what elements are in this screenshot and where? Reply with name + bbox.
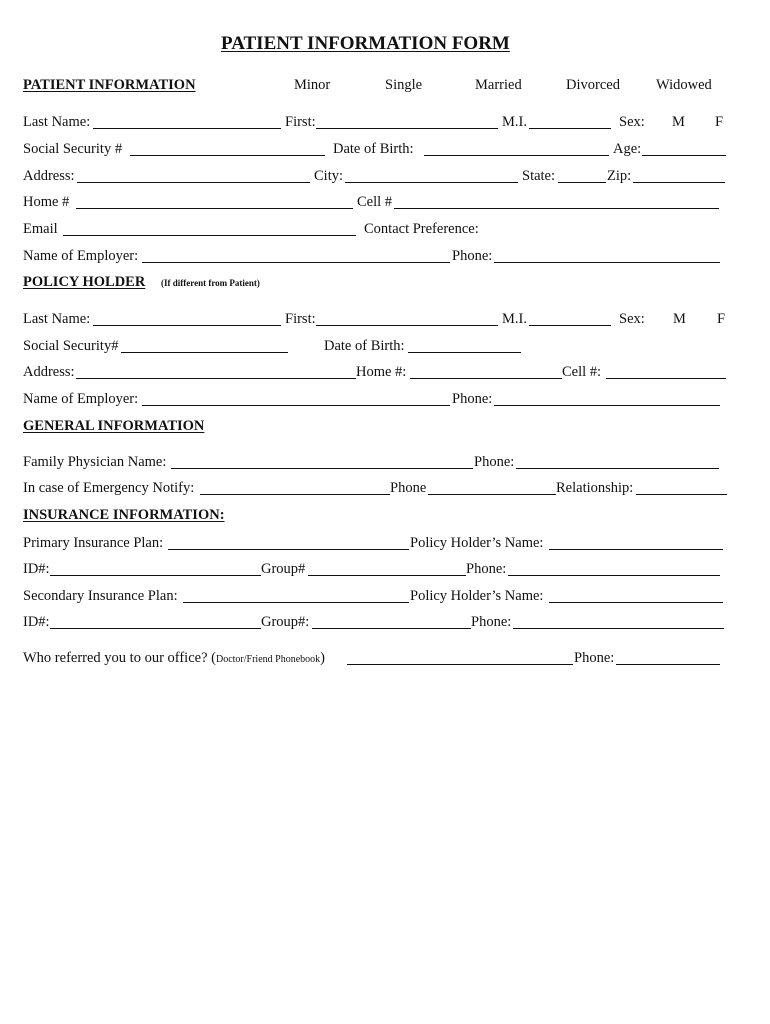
field-zip[interactable] bbox=[633, 182, 725, 183]
label-emergency-phone: Phone bbox=[390, 480, 427, 496]
field-secondary-group[interactable] bbox=[312, 628, 471, 629]
label-primary-holder-name: Policy Holder’s Name: bbox=[410, 535, 544, 551]
label-policy-employer-phone: Phone: bbox=[452, 391, 493, 407]
label-secondary-phone: Phone: bbox=[471, 614, 512, 630]
label-dob: Date of Birth: bbox=[333, 141, 414, 157]
label-policy-cell-phone: Cell #: bbox=[562, 364, 602, 380]
label-employer-phone: Phone: bbox=[452, 248, 493, 264]
label-employer: Name of Employer: bbox=[23, 248, 139, 264]
field-policy-address[interactable] bbox=[76, 378, 356, 379]
label-secondary-id: ID#: bbox=[23, 614, 50, 630]
label-policy-sex: Sex: bbox=[619, 311, 645, 327]
sex-option-f[interactable]: F bbox=[715, 114, 724, 130]
field-employer[interactable] bbox=[142, 262, 450, 263]
status-option-minor[interactable]: Minor bbox=[294, 77, 331, 93]
label-primary-phone: Phone: bbox=[466, 561, 507, 577]
field-address[interactable] bbox=[77, 182, 310, 183]
label-home-phone: Home # bbox=[23, 194, 70, 210]
label-city: City: bbox=[314, 168, 344, 184]
field-primary-group[interactable] bbox=[308, 575, 466, 576]
field-family-physician[interactable] bbox=[171, 468, 473, 469]
policy-sex-option-m[interactable]: M bbox=[673, 311, 686, 327]
label-primary-insurance: Primary Insurance Plan: bbox=[23, 535, 164, 551]
label-last-name: Last Name: bbox=[23, 114, 91, 130]
label-policy-address: Address: bbox=[23, 364, 75, 380]
field-age[interactable] bbox=[642, 155, 726, 156]
field-policy-first-name[interactable] bbox=[316, 325, 498, 326]
status-option-widowed[interactable]: Widowed bbox=[656, 77, 712, 93]
label-relationship: Relationship: bbox=[556, 480, 634, 496]
referral-close-paren: ) bbox=[320, 650, 325, 666]
field-home-phone[interactable] bbox=[76, 208, 353, 209]
label-first-name: First: bbox=[285, 114, 316, 130]
field-city[interactable] bbox=[345, 182, 518, 183]
status-option-divorced[interactable]: Divorced bbox=[566, 77, 620, 93]
field-policy-home-phone[interactable] bbox=[410, 378, 562, 379]
label-family-physician: Family Physician Name: bbox=[23, 454, 167, 470]
section-heading-general: GENERAL INFORMATION bbox=[23, 418, 205, 434]
referral-options: Doctor/Friend Phonebook bbox=[215, 654, 321, 665]
field-policy-employer[interactable] bbox=[142, 405, 450, 406]
label-cell-phone: Cell # bbox=[357, 194, 393, 210]
status-option-single[interactable]: Single bbox=[385, 77, 423, 93]
field-secondary-insurance[interactable] bbox=[183, 602, 409, 603]
field-email[interactable] bbox=[63, 235, 356, 236]
sex-option-m[interactable]: M bbox=[672, 114, 685, 130]
label-secondary-insurance: Secondary Insurance Plan: bbox=[23, 588, 178, 604]
label-email: Email bbox=[23, 221, 58, 237]
label-address: Address: bbox=[23, 168, 75, 184]
section-heading-policy-holder: POLICY HOLDER bbox=[23, 274, 146, 290]
label-physician-phone: Phone: bbox=[474, 454, 515, 470]
field-referral[interactable] bbox=[347, 664, 573, 665]
label-policy-home-phone: Home #: bbox=[356, 364, 407, 380]
label-secondary-group: Group#: bbox=[261, 614, 310, 630]
field-mi[interactable] bbox=[529, 128, 611, 129]
label-policy-last-name: Last Name: bbox=[23, 311, 91, 327]
field-relationship[interactable] bbox=[636, 494, 727, 495]
label-ssn: Social Security # bbox=[23, 141, 123, 157]
referral-question bbox=[23, 651, 325, 666]
label-state: State: bbox=[522, 168, 556, 184]
field-last-name[interactable] bbox=[93, 128, 281, 129]
field-policy-mi[interactable] bbox=[529, 325, 611, 326]
label-policy-dob: Date of Birth: bbox=[324, 338, 405, 354]
section-heading-insurance: INSURANCE INFORMATION: bbox=[23, 507, 225, 523]
page-title: PATIENT INFORMATION FORM bbox=[221, 33, 510, 54]
field-first-name[interactable] bbox=[316, 128, 498, 129]
field-physician-phone[interactable] bbox=[516, 468, 719, 469]
field-primary-phone[interactable] bbox=[508, 575, 720, 576]
label-policy-first-name: First: bbox=[285, 311, 316, 327]
field-emergency-phone[interactable] bbox=[428, 494, 556, 495]
field-primary-insurance[interactable] bbox=[168, 549, 409, 550]
label-policy-employer: Name of Employer: bbox=[23, 391, 139, 407]
label-mi: M.I. bbox=[502, 114, 527, 130]
field-dob[interactable] bbox=[424, 155, 609, 156]
policy-sex-option-f[interactable]: F bbox=[717, 311, 726, 327]
label-zip: Zip: bbox=[607, 168, 632, 184]
field-policy-employer-phone[interactable] bbox=[494, 405, 720, 406]
label-referral-phone: Phone: bbox=[574, 650, 615, 666]
policy-holder-note: (If different from Patient) bbox=[161, 278, 260, 288]
label-contact-preference: Contact Preference: bbox=[364, 221, 479, 237]
field-policy-last-name[interactable] bbox=[93, 325, 281, 326]
field-policy-dob[interactable] bbox=[408, 352, 521, 353]
field-cell-phone[interactable] bbox=[394, 208, 719, 209]
referral-question-text: Who referred you to our office? ( bbox=[23, 650, 216, 666]
field-primary-holder-name[interactable] bbox=[549, 549, 723, 550]
field-secondary-phone[interactable] bbox=[513, 628, 724, 629]
field-ssn[interactable] bbox=[130, 155, 325, 156]
label-primary-group: Group# bbox=[261, 561, 306, 577]
field-secondary-id[interactable] bbox=[50, 628, 261, 629]
label-policy-mi: M.I. bbox=[502, 311, 527, 327]
field-emergency-contact[interactable] bbox=[200, 494, 390, 495]
field-state[interactable] bbox=[558, 182, 606, 183]
field-secondary-holder-name[interactable] bbox=[549, 602, 723, 603]
field-employer-phone[interactable] bbox=[494, 262, 720, 263]
field-policy-cell-phone[interactable] bbox=[606, 378, 726, 379]
field-policy-ssn[interactable] bbox=[121, 352, 288, 353]
field-referral-phone[interactable] bbox=[616, 664, 720, 665]
label-secondary-holder-name: Policy Holder’s Name: bbox=[410, 588, 544, 604]
label-age: Age: bbox=[613, 141, 642, 157]
status-option-married[interactable]: Married bbox=[475, 77, 522, 93]
label-policy-ssn: Social Security# bbox=[23, 338, 119, 354]
label-sex: Sex: bbox=[619, 114, 645, 130]
label-primary-id: ID#: bbox=[23, 561, 50, 577]
field-primary-id[interactable] bbox=[50, 575, 261, 576]
section-heading-patient: PATIENT INFORMATION bbox=[23, 77, 196, 93]
label-emergency-contact: In case of Emergency Notify: bbox=[23, 480, 195, 496]
